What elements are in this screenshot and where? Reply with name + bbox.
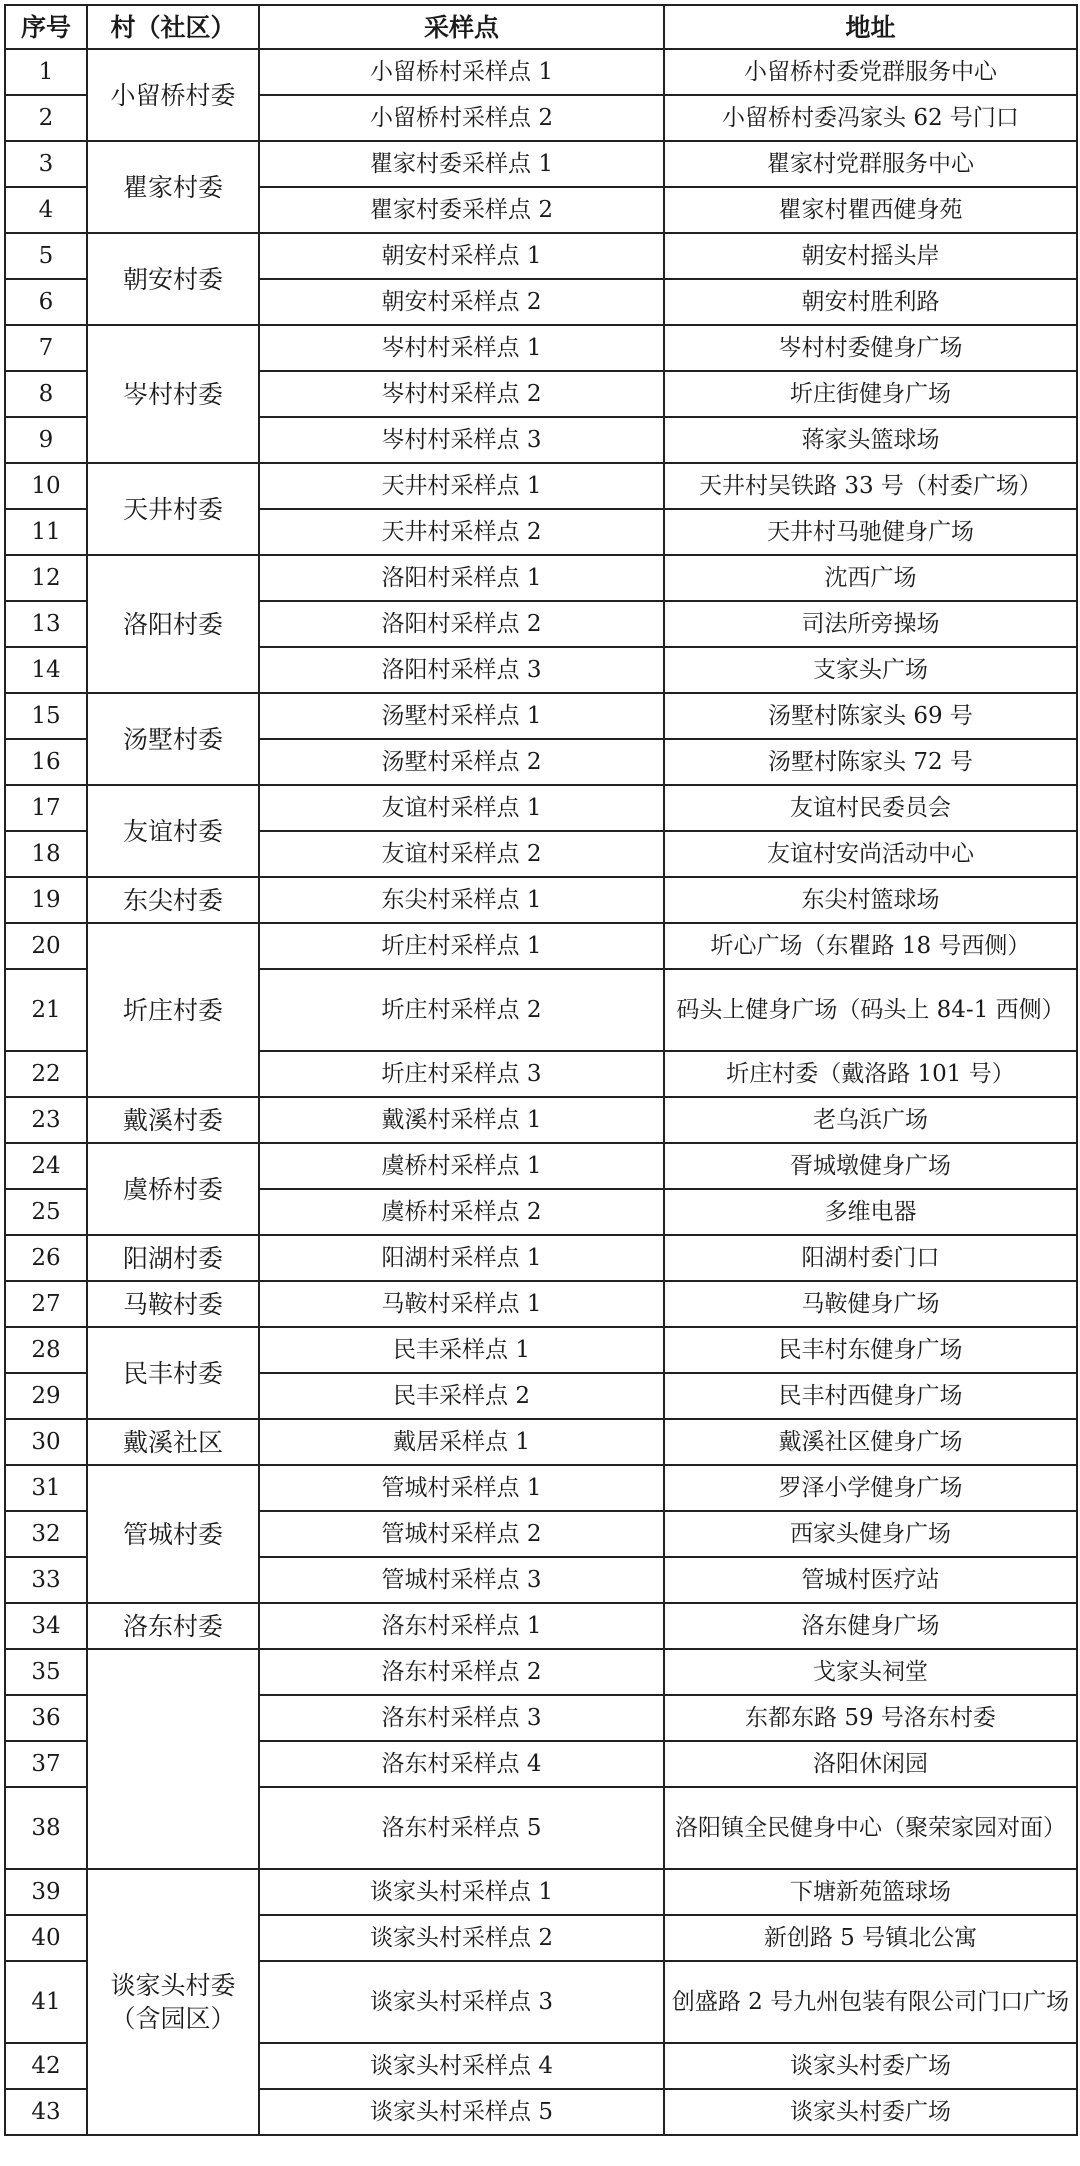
row-number-cell: 19 xyxy=(5,877,87,923)
address-cell: 支家头广场 xyxy=(664,647,1077,693)
row-number-cell: 1 xyxy=(5,49,87,95)
address-cell: 小留桥村委冯家头 62 号门口 xyxy=(664,95,1077,141)
sampling-point-cell: 民丰采样点 1 xyxy=(259,1327,664,1373)
address-cell: 谈家头村委广场 xyxy=(664,2089,1077,2135)
address-cell: 朝安村胜利路 xyxy=(664,279,1077,325)
village-cell: 岑村村委 xyxy=(87,325,259,463)
row-number-cell: 30 xyxy=(5,1419,87,1465)
sampling-point-cell: 圻庄村采样点 2 xyxy=(259,969,664,1051)
row-number-cell: 32 xyxy=(5,1511,87,1557)
village-cell: 马鞍村委 xyxy=(87,1281,259,1327)
table-row xyxy=(5,693,1077,739)
sampling-point-cell: 洛阳村采样点 1 xyxy=(259,555,664,601)
address-cell: 小留桥村委党群服务中心 xyxy=(664,49,1077,95)
address-cell: 瞿家村瞿西健身苑 xyxy=(664,187,1077,233)
row-number-cell: 12 xyxy=(5,555,87,601)
header-village: 村（社区） xyxy=(87,5,259,49)
village-cell: 圻庄村委 xyxy=(87,923,259,1097)
sampling-point-cell: 虞桥村采样点 2 xyxy=(259,1189,664,1235)
address-cell: 新创路 5 号镇北公寓 xyxy=(664,1915,1077,1961)
address-cell: 东都东路 59 号洛东村委 xyxy=(664,1695,1077,1741)
table-row xyxy=(5,1097,1077,1143)
address-cell: 老乌浜广场 xyxy=(664,1097,1077,1143)
address-cell: 洛东健身广场 xyxy=(664,1603,1077,1649)
village-cell: 洛阳村委 xyxy=(87,555,259,693)
row-number-cell: 20 xyxy=(5,923,87,969)
sampling-point-cell: 洛东村采样点 1 xyxy=(259,1603,664,1649)
row-number-cell: 23 xyxy=(5,1097,87,1143)
sampling-point-cell: 管城村采样点 1 xyxy=(259,1465,664,1511)
row-number-cell: 24 xyxy=(5,1143,87,1189)
sampling-point-cell: 友谊村采样点 2 xyxy=(259,831,664,877)
row-number-cell: 43 xyxy=(5,2089,87,2135)
address-cell: 谈家头村委广场 xyxy=(664,2043,1077,2089)
village-cell: 天井村委 xyxy=(87,463,259,555)
address-cell: 西家头健身广场 xyxy=(664,1511,1077,1557)
row-number-cell: 41 xyxy=(5,1961,87,2043)
sampling-point-cell: 谈家头村采样点 5 xyxy=(259,2089,664,2135)
sampling-point-cell: 戴溪村采样点 1 xyxy=(259,1097,664,1143)
row-number-cell: 38 xyxy=(5,1787,87,1869)
sampling-point-cell: 岑村村采样点 3 xyxy=(259,417,664,463)
address-cell: 戴溪社区健身广场 xyxy=(664,1419,1077,1465)
address-cell: 多维电器 xyxy=(664,1189,1077,1235)
sampling-point-cell: 友谊村采样点 1 xyxy=(259,785,664,831)
village-cell: 瞿家村委 xyxy=(87,141,259,233)
table-row xyxy=(5,1649,1077,1695)
sampling-point-cell: 管城村采样点 2 xyxy=(259,1511,664,1557)
row-number-cell: 14 xyxy=(5,647,87,693)
sampling-point-cell: 民丰采样点 2 xyxy=(259,1373,664,1419)
address-cell: 友谊村民委员会 xyxy=(664,785,1077,831)
row-number-cell: 3 xyxy=(5,141,87,187)
row-number-cell: 11 xyxy=(5,509,87,555)
sampling-point-cell: 汤墅村采样点 1 xyxy=(259,693,664,739)
village-cell: 朝安村委 xyxy=(87,233,259,325)
sampling-point-cell: 小留桥村采样点 2 xyxy=(259,95,664,141)
sampling-point-cell: 阳湖村采样点 1 xyxy=(259,1235,664,1281)
sampling-point-cell: 瞿家村委采样点 2 xyxy=(259,187,664,233)
row-number-cell: 18 xyxy=(5,831,87,877)
table-row xyxy=(5,877,1077,923)
sampling-point-cell: 东尖村采样点 1 xyxy=(259,877,664,923)
row-number-cell: 36 xyxy=(5,1695,87,1741)
sampling-point-cell: 洛东村采样点 4 xyxy=(259,1741,664,1787)
village-cell: 汤墅村委 xyxy=(87,693,259,785)
sampling-point-cell: 谈家头村采样点 2 xyxy=(259,1915,664,1961)
table-row xyxy=(5,1465,1077,1511)
sampling-point-cell: 天井村采样点 1 xyxy=(259,463,664,509)
row-number-cell: 28 xyxy=(5,1327,87,1373)
table-row xyxy=(5,233,1077,279)
table-header-row xyxy=(5,5,1077,49)
village-cell: 阳湖村委 xyxy=(87,1235,259,1281)
row-number-cell: 29 xyxy=(5,1373,87,1419)
row-number-cell: 8 xyxy=(5,371,87,417)
sampling-point-cell: 岑村村采样点 2 xyxy=(259,371,664,417)
village-cell: 友谊村委 xyxy=(87,785,259,877)
row-number-cell: 16 xyxy=(5,739,87,785)
header-sampling-point: 采样点 xyxy=(259,5,664,49)
sampling-point-cell: 谈家头村采样点 4 xyxy=(259,2043,664,2089)
address-cell: 汤墅村陈家头 69 号 xyxy=(664,693,1077,739)
table-row xyxy=(5,785,1077,831)
address-cell: 洛阳镇全民健身中心（聚荣家园对面） xyxy=(664,1787,1077,1869)
address-cell: 戈家头祠堂 xyxy=(664,1649,1077,1695)
table-row xyxy=(5,1327,1077,1373)
header-no: 序号 xyxy=(5,5,87,49)
address-cell: 天井村马驰健身广场 xyxy=(664,509,1077,555)
row-number-cell: 39 xyxy=(5,1869,87,1915)
sampling-point-cell: 洛阳村采样点 2 xyxy=(259,601,664,647)
row-number-cell: 31 xyxy=(5,1465,87,1511)
row-number-cell: 2 xyxy=(5,95,87,141)
sampling-point-cell: 谈家头村采样点 3 xyxy=(259,1961,664,2043)
row-number-cell: 22 xyxy=(5,1051,87,1097)
row-number-cell: 13 xyxy=(5,601,87,647)
table-row xyxy=(5,141,1077,187)
sampling-points-table xyxy=(4,4,1078,2136)
table-row xyxy=(5,923,1077,969)
row-number-cell: 25 xyxy=(5,1189,87,1235)
sampling-point-cell: 圻庄村采样点 1 xyxy=(259,923,664,969)
sampling-point-cell: 汤墅村采样点 2 xyxy=(259,739,664,785)
sampling-point-cell: 圻庄村采样点 3 xyxy=(259,1051,664,1097)
village-cell: 管城村委 xyxy=(87,1465,259,1603)
address-cell: 瞿家村党群服务中心 xyxy=(664,141,1077,187)
sampling-point-cell: 虞桥村采样点 1 xyxy=(259,1143,664,1189)
row-number-cell: 17 xyxy=(5,785,87,831)
table-row xyxy=(5,325,1077,371)
table-row xyxy=(5,463,1077,509)
row-number-cell: 9 xyxy=(5,417,87,463)
address-cell: 罗泽小学健身广场 xyxy=(664,1465,1077,1511)
sampling-point-cell: 瞿家村委采样点 1 xyxy=(259,141,664,187)
table-row xyxy=(5,1419,1077,1465)
address-cell: 沈西广场 xyxy=(664,555,1077,601)
row-number-cell: 10 xyxy=(5,463,87,509)
row-number-cell: 40 xyxy=(5,1915,87,1961)
table-row xyxy=(5,1143,1077,1189)
sampling-point-cell: 管城村采样点 3 xyxy=(259,1557,664,1603)
village-cell: 虞桥村委 xyxy=(87,1143,259,1235)
row-number-cell: 27 xyxy=(5,1281,87,1327)
table-row xyxy=(5,1235,1077,1281)
row-number-cell: 35 xyxy=(5,1649,87,1695)
sampling-point-cell: 戴居采样点 1 xyxy=(259,1419,664,1465)
address-cell: 朝安村摇头岸 xyxy=(664,233,1077,279)
sampling-point-cell: 洛东村采样点 5 xyxy=(259,1787,664,1869)
village-cell: 戴溪村委 xyxy=(87,1097,259,1143)
address-cell: 司法所旁操场 xyxy=(664,601,1077,647)
address-cell: 天井村吴铁路 33 号（村委广场） xyxy=(664,463,1077,509)
address-cell: 洛阳休闲园 xyxy=(664,1741,1077,1787)
address-cell: 岑村村委健身广场 xyxy=(664,325,1077,371)
table-row xyxy=(5,1869,1077,1915)
sampling-point-cell: 洛东村采样点 2 xyxy=(259,1649,664,1695)
sampling-point-cell: 岑村村采样点 1 xyxy=(259,325,664,371)
sampling-point-cell: 小留桥村采样点 1 xyxy=(259,49,664,95)
sampling-point-cell: 马鞍村采样点 1 xyxy=(259,1281,664,1327)
address-cell: 蒋家头篮球场 xyxy=(664,417,1077,463)
address-cell: 阳湖村委门口 xyxy=(664,1235,1077,1281)
row-number-cell: 33 xyxy=(5,1557,87,1603)
sampling-point-cell: 洛东村采样点 3 xyxy=(259,1695,664,1741)
village-cell: 小留桥村委 xyxy=(87,49,259,141)
address-cell: 圻庄村委（戴洛路 101 号） xyxy=(664,1051,1077,1097)
header-address: 地址 xyxy=(664,5,1077,49)
village-cell: 东尖村委 xyxy=(87,877,259,923)
row-number-cell: 34 xyxy=(5,1603,87,1649)
village-cell xyxy=(87,1649,259,1869)
address-cell: 马鞍健身广场 xyxy=(664,1281,1077,1327)
row-number-cell: 6 xyxy=(5,279,87,325)
address-cell: 民丰村西健身广场 xyxy=(664,1373,1077,1419)
address-cell: 码头上健身广场（码头上 84-1 西侧） xyxy=(664,969,1077,1051)
address-cell: 东尖村篮球场 xyxy=(664,877,1077,923)
row-number-cell: 42 xyxy=(5,2043,87,2089)
village-cell: 戴溪社区 xyxy=(87,1419,259,1465)
village-cell: 谈家头村委（含园区） xyxy=(87,1869,259,2135)
table-row xyxy=(5,49,1077,95)
table-row xyxy=(5,1603,1077,1649)
address-cell: 管城村医疗站 xyxy=(664,1557,1077,1603)
table-body xyxy=(5,49,1077,2135)
address-cell: 民丰村东健身广场 xyxy=(664,1327,1077,1373)
table-row xyxy=(5,1281,1077,1327)
village-cell: 民丰村委 xyxy=(87,1327,259,1419)
sampling-point-cell: 朝安村采样点 1 xyxy=(259,233,664,279)
row-number-cell: 26 xyxy=(5,1235,87,1281)
sampling-point-cell: 天井村采样点 2 xyxy=(259,509,664,555)
row-number-cell: 15 xyxy=(5,693,87,739)
address-cell: 汤墅村陈家头 72 号 xyxy=(664,739,1077,785)
row-number-cell: 37 xyxy=(5,1741,87,1787)
row-number-cell: 21 xyxy=(5,969,87,1051)
address-cell: 胥城墩健身广场 xyxy=(664,1143,1077,1189)
address-cell: 下塘新苑篮球场 xyxy=(664,1869,1077,1915)
row-number-cell: 4 xyxy=(5,187,87,233)
sampling-point-cell: 朝安村采样点 2 xyxy=(259,279,664,325)
sampling-point-cell: 谈家头村采样点 1 xyxy=(259,1869,664,1915)
address-cell: 友谊村安尚活动中心 xyxy=(664,831,1077,877)
table-row xyxy=(5,555,1077,601)
row-number-cell: 5 xyxy=(5,233,87,279)
address-cell: 圻心广场（东瞿路 18 号西侧） xyxy=(664,923,1077,969)
row-number-cell: 7 xyxy=(5,325,87,371)
address-cell: 创盛路 2 号九州包装有限公司门口广场 xyxy=(664,1961,1077,2043)
sampling-point-cell: 洛阳村采样点 3 xyxy=(259,647,664,693)
village-cell: 洛东村委 xyxy=(87,1603,259,1649)
address-cell: 圻庄街健身广场 xyxy=(664,371,1077,417)
